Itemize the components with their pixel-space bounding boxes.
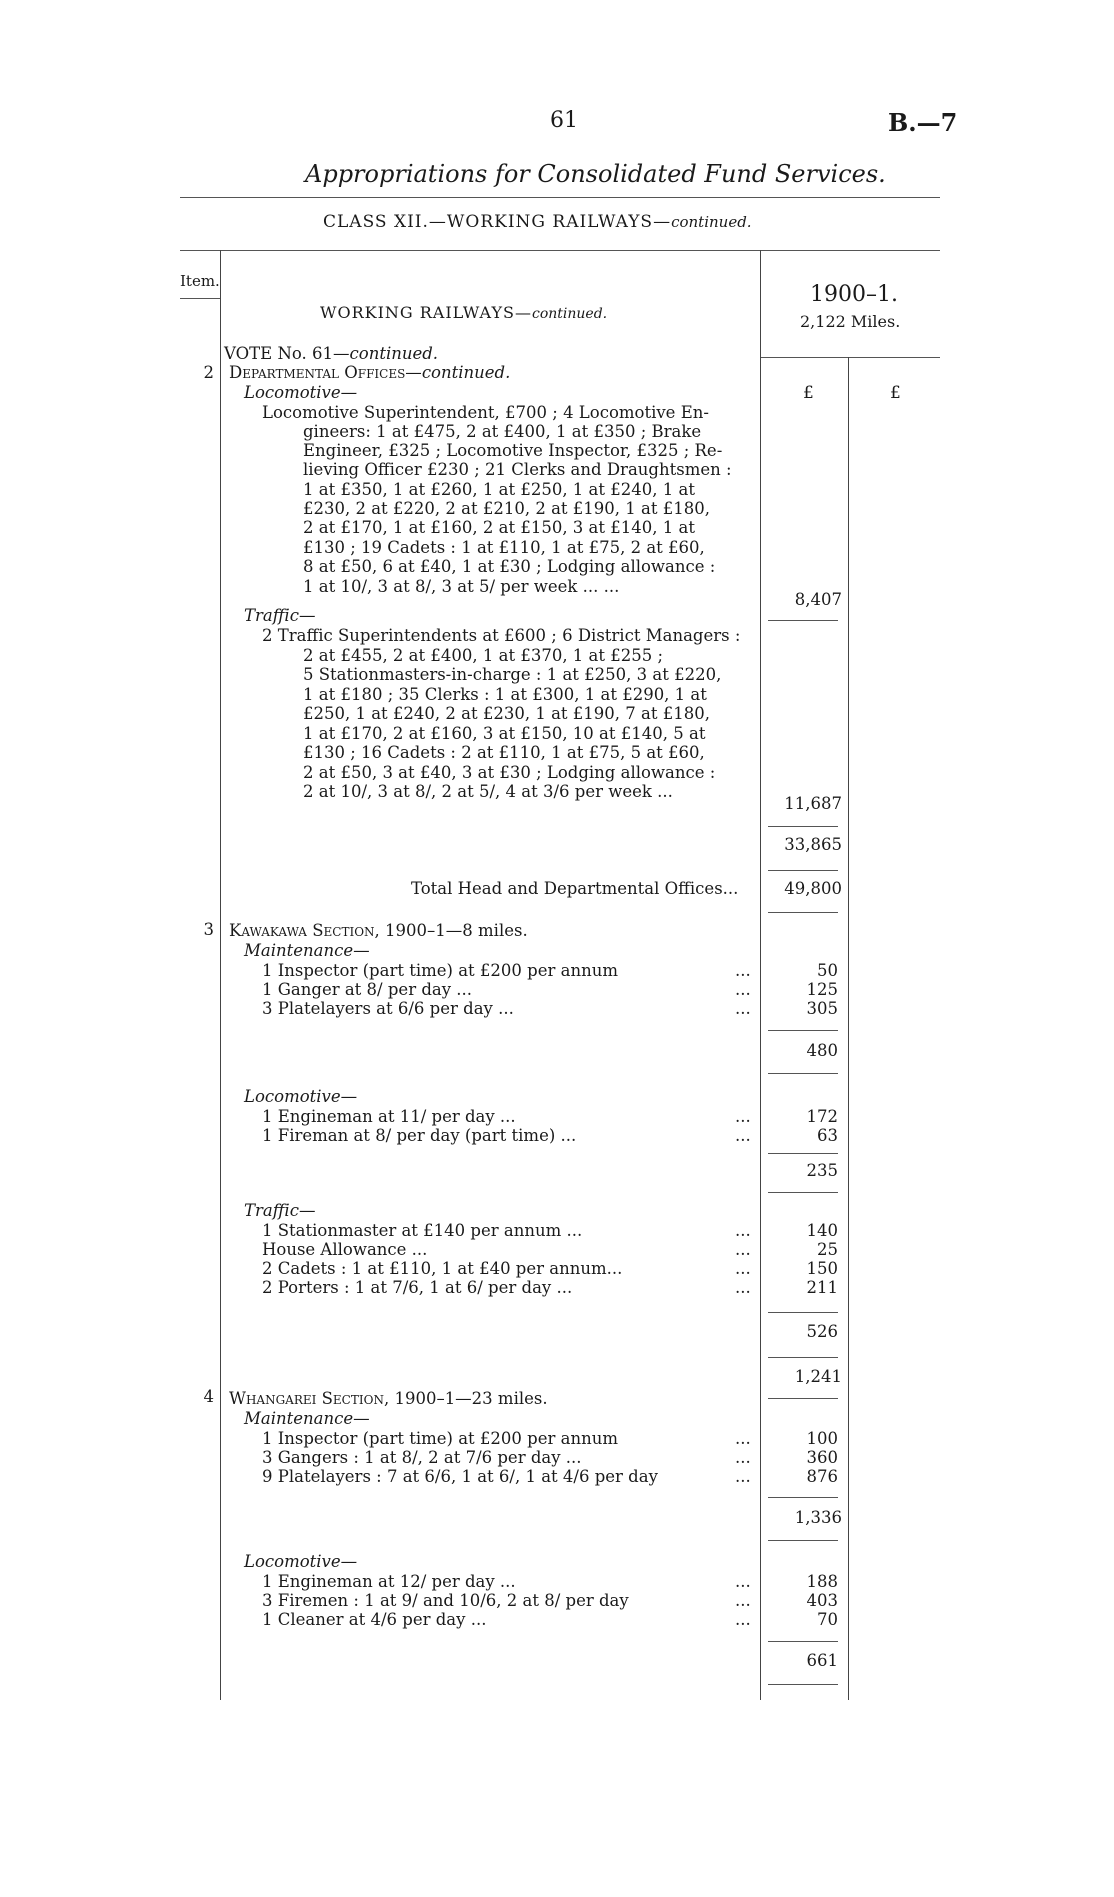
item-title	[229, 363, 510, 383]
subtotal: 235	[806, 1161, 838, 1180]
leader-dots: ...	[735, 1240, 751, 1259]
amount: 211	[806, 1278, 838, 1297]
leader-dots: ...	[735, 980, 751, 999]
line-item-text: 1 Engineman at 12/ per day ...	[262, 1572, 516, 1591]
amount: 11,687	[784, 794, 842, 813]
amount-rule	[768, 1153, 838, 1154]
item-title-text: Whangarei Section,	[229, 1389, 390, 1408]
text-line: Engineer, £325 ; Locomotive Inspector, £325 ; Re-	[303, 441, 723, 460]
text-line: 2 at £170, 1 at £160, 2 at £150, 3 at £140, 1 at	[303, 518, 695, 537]
leader-dots: ...	[735, 1572, 751, 1591]
item-title-suffix: continued.	[421, 363, 511, 382]
line-item-text: 2 Porters : 1 at 7/6, 1 at 6/ per day ...	[262, 1278, 573, 1297]
line-item-text: 3 Firemen : 1 at 9/ and 10/6, 2 at 8/ per day	[262, 1591, 629, 1610]
class-title-main: CLASS XII.—WORKING RAILWAYS—	[323, 212, 672, 232]
amount-rule	[768, 1357, 838, 1358]
section-total: 1,241	[794, 1367, 842, 1386]
amount-rule	[768, 1192, 838, 1193]
subheading-maintenance: Maintenance—	[244, 1409, 370, 1428]
leader-dots: ...	[735, 999, 751, 1018]
line-item-text: 1 Ganger at 8/ per day ...	[262, 980, 473, 999]
amount: 25	[817, 1240, 838, 1259]
text-line: 5 Stationmasters-in-charge : 1 at £250, 3 at £220,	[303, 665, 722, 684]
amount: 50	[817, 961, 838, 980]
amount-rule	[768, 1641, 838, 1642]
amount-rule	[768, 870, 838, 871]
amount: 360	[806, 1448, 838, 1467]
amount-rule	[768, 826, 838, 827]
amount-rule	[768, 912, 838, 913]
line-item-text: 1 Cleaner at 4/6 per day ...	[262, 1610, 487, 1629]
subheading-traffic: Traffic—	[244, 1201, 316, 1220]
text-line: 1 at £350, 1 at £260, 1 at £250, 1 at £240, 1 at	[303, 480, 695, 499]
item-number: 3	[203, 920, 214, 939]
leader-dots: ...	[735, 1429, 751, 1448]
item-title-text: Departmental Offices—	[229, 363, 422, 382]
page-title: Appropriations for Consolidated Fund Services.	[305, 160, 886, 188]
text-line: 2 Traffic Superintendents at £600 ; 6 District Managers :	[262, 626, 741, 645]
line-item-text: 1 Inspector (part time) at £200 per annum	[262, 1429, 618, 1448]
leader-dots: ...	[735, 1259, 751, 1278]
amount-header-rule	[760, 357, 940, 358]
amount-rule	[768, 620, 838, 621]
amount-column-divider	[848, 357, 849, 1700]
item-number: 4	[203, 1387, 214, 1406]
item-title	[229, 921, 528, 941]
class-title	[323, 212, 752, 232]
title-divider	[180, 197, 940, 198]
amount: 150	[806, 1259, 838, 1278]
text-line: 8 at £50, 6 at £40, 1 at £30 ; Lodging allowance :	[303, 557, 716, 576]
section-header-suffix: continued.	[531, 306, 608, 322]
amount: 403	[806, 1591, 838, 1610]
line-item-text: 1 Stationmaster at £140 per annum ...	[262, 1221, 583, 1240]
subheading-maintenance: Maintenance—	[244, 941, 370, 960]
subtotal: 661	[806, 1651, 838, 1670]
item-title-rest: 1900–1—23 miles.	[389, 1389, 548, 1408]
text-line: £130 ; 16 Cadets : 2 at £110, 1 at £75, 5 at £60,	[303, 743, 705, 762]
amount-rule	[768, 1073, 838, 1074]
item-title	[229, 1389, 548, 1409]
text-line: £130 ; 19 Cadets : 1 at £110, 1 at £75, 2 at £60,	[303, 538, 705, 557]
item-number: 2	[203, 363, 214, 382]
line-item-text: House Allowance ...	[262, 1240, 428, 1259]
amount: 100	[806, 1429, 838, 1448]
subheading-traffic: Traffic—	[244, 606, 316, 625]
text-line: Locomotive Superintendent, £700 ; 4 Locomotive En-	[262, 403, 709, 422]
amount: 140	[806, 1221, 838, 1240]
amount-rule	[768, 1398, 838, 1399]
leader-dots: ...	[735, 1278, 751, 1297]
line-item-text: 1 Engineman at 11/ per day ...	[262, 1107, 516, 1126]
subheading-locomotive: Locomotive—	[244, 383, 358, 402]
vote-title	[224, 344, 438, 364]
amount: 125	[806, 980, 838, 999]
text-line: 2 at £50, 3 at £40, 3 at £30 ; Lodging allowance :	[303, 763, 716, 782]
line-item-text: 1 Fireman at 8/ per day (part time) ...	[262, 1126, 577, 1145]
amount: 188	[806, 1572, 838, 1591]
leader-dots: ...	[735, 1107, 751, 1126]
item-title-text: Kawakawa Section,	[229, 921, 380, 940]
item-column-header: Item.	[180, 272, 220, 290]
line-item-text: 2 Cadets : 1 at £110, 1 at £40 per annum...	[262, 1259, 623, 1278]
page-number: 61	[550, 108, 578, 133]
total-amount: 49,800	[784, 879, 842, 898]
text-line: 2 at £455, 2 at £400, 1 at £370, 1 at £255 ;	[303, 646, 664, 665]
leader-dots: ...	[735, 961, 751, 980]
text-line: £230, 2 at £220, 2 at £210, 2 at £190, 1 at £180,	[303, 499, 710, 518]
text-line: 1 at 10/, 3 at 8/, 3 at 5/ per week ... ...	[303, 577, 620, 596]
leader-dots: ...	[735, 1126, 751, 1145]
leader-dots: ...	[735, 1610, 751, 1629]
year-header: 1900–1.	[810, 282, 898, 307]
total-label: Total Head and Departmental Offices...	[411, 879, 739, 898]
vote-suffix: continued.	[349, 344, 439, 363]
subtotal: 526	[806, 1322, 838, 1341]
amount-rule	[768, 1684, 838, 1685]
line-item-text: 1 Inspector (part time) at £200 per annum	[262, 961, 618, 980]
section-header	[320, 303, 607, 322]
item-header-rule	[180, 298, 220, 299]
leader-dots: ...	[735, 1448, 751, 1467]
text-line: 1 at £180 ; 35 Clerks : 1 at £300, 1 at £290, 1 at	[303, 685, 707, 704]
amount-rule	[768, 1497, 838, 1498]
subtotal: 1,336	[794, 1508, 842, 1527]
amount: 70	[817, 1610, 838, 1629]
amount-rule	[768, 1312, 838, 1313]
item-title-rest: 1900–1—8 miles.	[379, 921, 528, 940]
line-item-text: 9 Platelayers : 7 at 6/6, 1 at 6/, 1 at 4/6 per day	[262, 1467, 658, 1486]
amount: 63	[817, 1126, 838, 1145]
amount: 876	[806, 1467, 838, 1486]
item-column-rule	[220, 250, 221, 1700]
line-item-text: 3 Platelayers at 6/6 per day ...	[262, 999, 514, 1018]
subheading-locomotive: Locomotive—	[244, 1552, 358, 1571]
amount-rule	[768, 1030, 838, 1031]
line-item-text: 3 Gangers : 1 at 8/, 2 at 7/6 per day ...	[262, 1448, 582, 1467]
amount: 8,407	[794, 590, 842, 609]
text-line: gineers: 1 at £475, 2 at £400, 1 at £350 ; Brake	[303, 422, 702, 441]
section-header-main: WORKING RAILWAYS—	[320, 303, 532, 322]
amount-rule	[768, 1540, 838, 1541]
document-reference: B.—7	[888, 108, 958, 137]
leader-dots: ...	[735, 1591, 751, 1610]
subtotal: 480	[806, 1041, 838, 1060]
leader-dots: ...	[735, 1467, 751, 1486]
text-line: 1 at £170, 2 at £160, 3 at £150, 10 at £140, 5 at	[303, 724, 706, 743]
subheading-locomotive: Locomotive—	[244, 1087, 358, 1106]
miles-header: 2,122 Miles.	[800, 312, 901, 331]
class-title-suffix: continued.	[671, 213, 752, 231]
pound-column-2-label: £	[890, 383, 901, 403]
amount: 305	[806, 999, 838, 1018]
table-top-rule	[180, 250, 940, 251]
text-line: 2 at 10/, 3 at 8/, 2 at 5/, 4 at 3/6 per week ...	[303, 782, 673, 801]
subtotal: 33,865	[784, 835, 842, 854]
leader-dots: ...	[735, 1221, 751, 1240]
vote-label: VOTE No. 61—	[224, 344, 350, 363]
text-line: lieving Officer £230 ; 21 Clerks and Draughtsmen :	[303, 460, 732, 479]
text-line: £250, 1 at £240, 2 at £230, 1 at £190, 7 at £180,	[303, 704, 710, 723]
amount: 172	[806, 1107, 838, 1126]
pound-column-1-label: £	[803, 383, 814, 403]
